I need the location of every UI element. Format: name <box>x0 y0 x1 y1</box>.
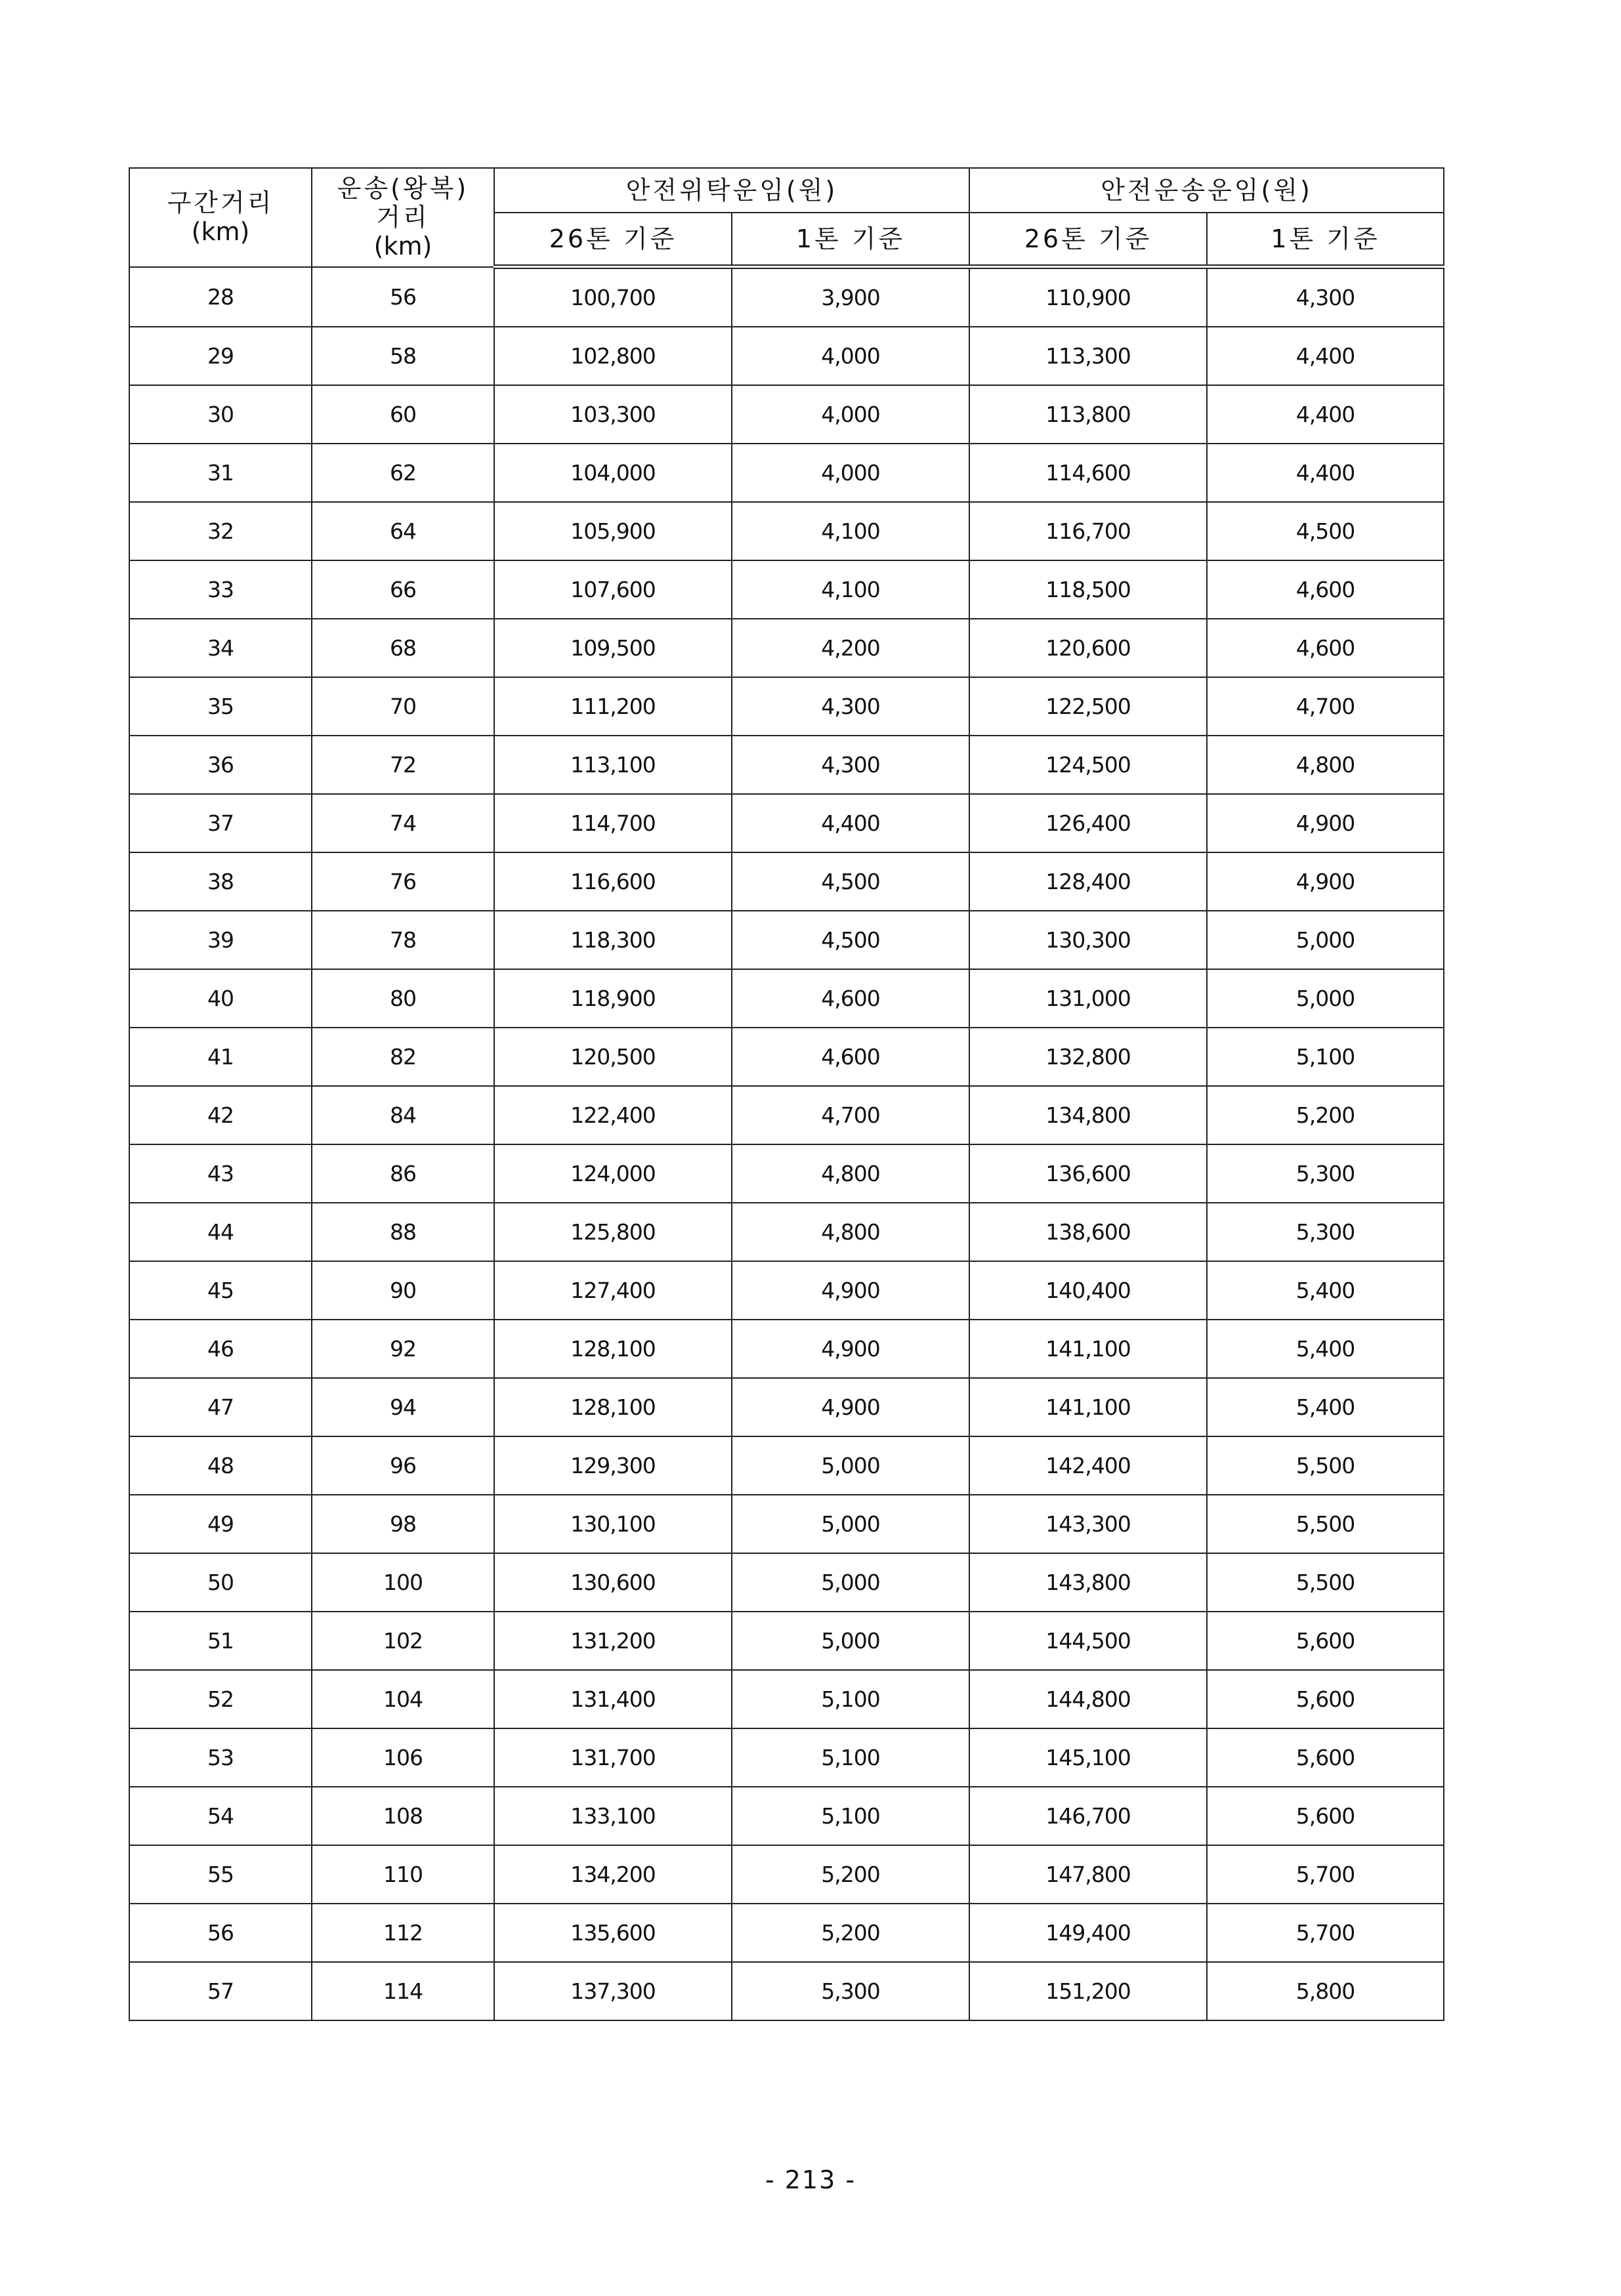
cell-transport-1t: 4,300 <box>1207 267 1444 327</box>
cell-transport-26t: 131,000 <box>969 969 1207 1028</box>
table-row <box>129 1728 1444 1787</box>
cell-section-distance: 33 <box>129 560 312 619</box>
table-row <box>129 1320 1444 1378</box>
cell-transport-26t: 141,100 <box>969 1378 1207 1436</box>
cell-transport-1t: 4,400 <box>1207 444 1444 502</box>
cell-consignment-26t: 128,100 <box>494 1378 732 1436</box>
cell-transport-1t: 5,700 <box>1207 1904 1444 1962</box>
cell-consignment-1t: 5,000 <box>732 1436 969 1495</box>
cell-section-distance: 38 <box>129 852 312 911</box>
cell-consignment-26t: 135,600 <box>494 1904 732 1962</box>
cell-consignment-26t: 127,400 <box>494 1261 732 1320</box>
cell-consignment-26t: 134,200 <box>494 1845 732 1904</box>
cell-consignment-1t: 4,200 <box>732 619 969 677</box>
table-row <box>129 1144 1444 1203</box>
table-row <box>129 1845 1444 1904</box>
cell-transport-1t: 5,400 <box>1207 1261 1444 1320</box>
cell-transport-26t: 149,400 <box>969 1904 1207 1962</box>
cell-consignment-1t: 4,900 <box>732 1261 969 1320</box>
cell-consignment-26t: 100,700 <box>494 267 732 327</box>
cell-consignment-1t: 4,800 <box>732 1144 969 1203</box>
cell-consignment-1t: 5,200 <box>732 1904 969 1962</box>
cell-transport-distance: 94 <box>312 1378 494 1436</box>
cell-transport-26t: 145,100 <box>969 1728 1207 1787</box>
cell-consignment-26t: 104,000 <box>494 444 732 502</box>
cell-transport-1t: 5,600 <box>1207 1612 1444 1670</box>
cell-transport-distance: 72 <box>312 736 494 794</box>
cell-consignment-1t: 4,300 <box>732 736 969 794</box>
table-row <box>129 1378 1444 1436</box>
header-transport-distance-unit: (km) <box>373 232 432 261</box>
cell-transport-1t: 5,600 <box>1207 1787 1444 1845</box>
cell-consignment-26t: 133,100 <box>494 1787 732 1845</box>
cell-transport-1t: 5,500 <box>1207 1553 1444 1612</box>
cell-consignment-26t: 107,600 <box>494 560 732 619</box>
cell-transport-distance: 56 <box>312 267 494 327</box>
page-number: - 213 - <box>765 2165 856 2194</box>
cell-section-distance: 39 <box>129 911 312 969</box>
cell-section-distance: 32 <box>129 502 312 560</box>
cell-transport-distance: 70 <box>312 677 494 736</box>
cell-consignment-1t: 4,700 <box>732 1086 969 1144</box>
cell-transport-1t: 5,000 <box>1207 969 1444 1028</box>
table-row <box>129 736 1444 794</box>
cell-transport-1t: 5,600 <box>1207 1728 1444 1787</box>
cell-transport-26t: 140,400 <box>969 1261 1207 1320</box>
cell-section-distance: 29 <box>129 327 312 385</box>
cell-transport-1t: 5,800 <box>1207 1962 1444 2020</box>
cell-transport-26t: 136,600 <box>969 1144 1207 1203</box>
table-body <box>129 267 1444 2021</box>
cell-transport-26t: 114,600 <box>969 444 1207 502</box>
cell-consignment-1t: 4,000 <box>732 327 969 385</box>
cell-section-distance: 51 <box>129 1612 312 1670</box>
cell-transport-1t: 5,600 <box>1207 1670 1444 1728</box>
cell-consignment-26t: 131,200 <box>494 1612 732 1670</box>
cell-transport-distance: 80 <box>312 969 494 1028</box>
cell-transport-1t: 5,300 <box>1207 1144 1444 1203</box>
cell-section-distance: 31 <box>129 444 312 502</box>
header-safe-transport-rate: 안전운송운임(원) <box>969 168 1444 213</box>
cell-section-distance: 37 <box>129 794 312 852</box>
cell-transport-26t: 144,800 <box>969 1670 1207 1728</box>
table-row <box>129 852 1444 911</box>
header-transport-1t: 1톤 기준 <box>1207 213 1444 267</box>
cell-consignment-1t: 4,900 <box>732 1320 969 1378</box>
cell-transport-distance: 108 <box>312 1787 494 1845</box>
cell-transport-26t: 144,500 <box>969 1612 1207 1670</box>
cell-consignment-26t: 130,600 <box>494 1553 732 1612</box>
cell-section-distance: 43 <box>129 1144 312 1203</box>
cell-section-distance: 30 <box>129 385 312 444</box>
cell-section-distance: 50 <box>129 1553 312 1612</box>
cell-consignment-1t: 5,000 <box>732 1612 969 1670</box>
table-row <box>129 1904 1444 1962</box>
cell-section-distance: 40 <box>129 969 312 1028</box>
cell-consignment-1t: 5,100 <box>732 1728 969 1787</box>
cell-transport-distance: 62 <box>312 444 494 502</box>
cell-transport-26t: 128,400 <box>969 852 1207 911</box>
cell-transport-distance: 110 <box>312 1845 494 1904</box>
cell-consignment-1t: 4,600 <box>732 1028 969 1086</box>
cell-transport-distance: 100 <box>312 1553 494 1612</box>
header-section-distance-label: 구간거리 <box>167 188 274 218</box>
cell-consignment-1t: 4,300 <box>732 677 969 736</box>
table-row <box>129 1787 1444 1845</box>
table-row <box>129 385 1444 444</box>
table-row <box>129 560 1444 619</box>
cell-transport-1t: 4,600 <box>1207 619 1444 677</box>
cell-transport-26t: 113,300 <box>969 327 1207 385</box>
cell-consignment-1t: 4,500 <box>732 911 969 969</box>
cell-consignment-1t: 4,500 <box>732 852 969 911</box>
cell-transport-1t: 4,700 <box>1207 677 1444 736</box>
cell-transport-distance: 86 <box>312 1144 494 1203</box>
cell-transport-26t: 124,500 <box>969 736 1207 794</box>
cell-transport-26t: 141,100 <box>969 1320 1207 1378</box>
cell-transport-26t: 116,700 <box>969 502 1207 560</box>
cell-transport-distance: 60 <box>312 385 494 444</box>
header-safe-consignment-rate: 안전위탁운임(원) <box>494 168 969 213</box>
header-transport-26t: 26톤 기준 <box>969 213 1207 267</box>
cell-transport-1t: 4,900 <box>1207 852 1444 911</box>
cell-transport-distance: 106 <box>312 1728 494 1787</box>
cell-transport-1t: 4,900 <box>1207 794 1444 852</box>
cell-consignment-1t: 5,000 <box>732 1553 969 1612</box>
table-row <box>129 969 1444 1028</box>
cell-section-distance: 45 <box>129 1261 312 1320</box>
cell-transport-26t: 113,800 <box>969 385 1207 444</box>
table-row <box>129 1612 1444 1670</box>
cell-transport-26t: 122,500 <box>969 677 1207 736</box>
table-row <box>129 677 1444 736</box>
cell-consignment-26t: 122,400 <box>494 1086 732 1144</box>
cell-transport-1t: 5,500 <box>1207 1495 1444 1553</box>
cell-transport-1t: 4,400 <box>1207 385 1444 444</box>
table-row <box>129 1495 1444 1553</box>
cell-consignment-26t: 116,600 <box>494 852 732 911</box>
cell-consignment-1t: 4,000 <box>732 385 969 444</box>
cell-consignment-26t: 125,800 <box>494 1203 732 1261</box>
cell-transport-1t: 4,600 <box>1207 560 1444 619</box>
cell-transport-distance: 64 <box>312 502 494 560</box>
cell-transport-1t: 5,700 <box>1207 1845 1444 1904</box>
table-row <box>129 1670 1444 1728</box>
cell-transport-distance: 58 <box>312 327 494 385</box>
table-row <box>129 1261 1444 1320</box>
cell-section-distance: 56 <box>129 1904 312 1962</box>
cell-transport-distance: 98 <box>312 1495 494 1553</box>
cell-consignment-1t: 5,300 <box>732 1962 969 2020</box>
cell-transport-26t: 110,900 <box>969 267 1207 327</box>
header-consignment-1t: 1톤 기준 <box>732 213 969 267</box>
cell-consignment-26t: 111,200 <box>494 677 732 736</box>
cell-consignment-1t: 3,900 <box>732 267 969 327</box>
freight-rate-table <box>129 167 1444 2021</box>
cell-consignment-26t: 103,300 <box>494 385 732 444</box>
table-row <box>129 794 1444 852</box>
cell-section-distance: 52 <box>129 1670 312 1728</box>
table-row <box>129 444 1444 502</box>
cell-consignment-1t: 4,100 <box>732 560 969 619</box>
cell-transport-1t: 5,000 <box>1207 911 1444 969</box>
cell-section-distance: 47 <box>129 1378 312 1436</box>
cell-transport-1t: 5,200 <box>1207 1086 1444 1144</box>
cell-consignment-1t: 4,100 <box>732 502 969 560</box>
cell-section-distance: 54 <box>129 1787 312 1845</box>
cell-consignment-26t: 137,300 <box>494 1962 732 2020</box>
cell-section-distance: 28 <box>129 267 312 327</box>
cell-consignment-26t: 102,800 <box>494 327 732 385</box>
cell-transport-distance: 96 <box>312 1436 494 1495</box>
header-consignment-26t: 26톤 기준 <box>494 213 732 267</box>
cell-consignment-26t: 120,500 <box>494 1028 732 1086</box>
cell-transport-26t: 147,800 <box>969 1845 1207 1904</box>
cell-transport-26t: 118,500 <box>969 560 1207 619</box>
cell-transport-26t: 138,600 <box>969 1203 1207 1261</box>
table-row <box>129 619 1444 677</box>
table-row <box>129 1436 1444 1495</box>
cell-consignment-26t: 118,300 <box>494 911 732 969</box>
cell-consignment-26t: 105,900 <box>494 502 732 560</box>
cell-consignment-1t: 4,800 <box>732 1203 969 1261</box>
cell-transport-1t: 5,400 <box>1207 1320 1444 1378</box>
cell-transport-26t: 120,600 <box>969 619 1207 677</box>
cell-transport-1t: 5,500 <box>1207 1436 1444 1495</box>
header-transport-distance-label: 운송(왕복) <box>337 174 469 203</box>
cell-transport-1t: 4,400 <box>1207 327 1444 385</box>
cell-transport-1t: 5,400 <box>1207 1378 1444 1436</box>
header-section-distance-unit: (km) <box>191 217 250 247</box>
cell-transport-26t: 134,800 <box>969 1086 1207 1144</box>
cell-transport-distance: 104 <box>312 1670 494 1728</box>
cell-section-distance: 57 <box>129 1962 312 2020</box>
cell-transport-distance: 74 <box>312 794 494 852</box>
cell-transport-26t: 132,800 <box>969 1028 1207 1086</box>
cell-section-distance: 49 <box>129 1495 312 1553</box>
cell-consignment-26t: 128,100 <box>494 1320 732 1378</box>
cell-transport-1t: 5,300 <box>1207 1203 1444 1261</box>
cell-consignment-26t: 114,700 <box>494 794 732 852</box>
cell-transport-distance: 82 <box>312 1028 494 1086</box>
cell-consignment-1t: 5,100 <box>732 1670 969 1728</box>
cell-consignment-1t: 5,100 <box>732 1787 969 1845</box>
cell-consignment-1t: 5,000 <box>732 1495 969 1553</box>
cell-transport-26t: 142,400 <box>969 1436 1207 1495</box>
cell-consignment-26t: 131,400 <box>494 1670 732 1728</box>
cell-transport-26t: 143,800 <box>969 1553 1207 1612</box>
cell-transport-distance: 90 <box>312 1261 494 1320</box>
cell-transport-distance: 112 <box>312 1904 494 1962</box>
cell-transport-distance: 68 <box>312 619 494 677</box>
cell-transport-distance: 84 <box>312 1086 494 1144</box>
cell-consignment-26t: 113,100 <box>494 736 732 794</box>
cell-consignment-1t: 4,000 <box>732 444 969 502</box>
cell-section-distance: 36 <box>129 736 312 794</box>
table-row <box>129 267 1444 327</box>
cell-consignment-26t: 130,100 <box>494 1495 732 1553</box>
cell-consignment-1t: 5,200 <box>732 1845 969 1904</box>
table-row <box>129 1962 1444 2020</box>
cell-transport-1t: 4,500 <box>1207 502 1444 560</box>
cell-section-distance: 46 <box>129 1320 312 1378</box>
cell-transport-distance: 76 <box>312 852 494 911</box>
cell-section-distance: 53 <box>129 1728 312 1787</box>
cell-section-distance: 55 <box>129 1845 312 1904</box>
cell-consignment-1t: 4,900 <box>732 1378 969 1436</box>
cell-section-distance: 44 <box>129 1203 312 1261</box>
cell-section-distance: 35 <box>129 677 312 736</box>
cell-transport-distance: 114 <box>312 1962 494 2020</box>
cell-transport-1t: 4,800 <box>1207 736 1444 794</box>
cell-consignment-26t: 124,000 <box>494 1144 732 1203</box>
cell-transport-distance: 66 <box>312 560 494 619</box>
header-transport-distance <box>312 168 494 267</box>
cell-consignment-26t: 129,300 <box>494 1436 732 1495</box>
cell-consignment-26t: 131,700 <box>494 1728 732 1787</box>
cell-consignment-26t: 118,900 <box>494 969 732 1028</box>
cell-transport-26t: 146,700 <box>969 1787 1207 1845</box>
table-row <box>129 1553 1444 1612</box>
cell-section-distance: 41 <box>129 1028 312 1086</box>
cell-section-distance: 34 <box>129 619 312 677</box>
cell-transport-26t: 126,400 <box>969 794 1207 852</box>
cell-section-distance: 42 <box>129 1086 312 1144</box>
cell-transport-26t: 143,300 <box>969 1495 1207 1553</box>
cell-transport-distance: 88 <box>312 1203 494 1261</box>
cell-transport-26t: 130,300 <box>969 911 1207 969</box>
cell-consignment-1t: 4,600 <box>732 969 969 1028</box>
cell-transport-distance: 102 <box>312 1612 494 1670</box>
cell-transport-26t: 151,200 <box>969 1962 1207 2020</box>
table-row <box>129 1203 1444 1261</box>
header-section-distance <box>129 168 312 267</box>
table-header <box>129 168 1444 267</box>
table-row <box>129 1028 1444 1086</box>
cell-transport-distance: 92 <box>312 1320 494 1378</box>
table-row <box>129 502 1444 560</box>
table-row <box>129 1086 1444 1144</box>
cell-consignment-1t: 4,400 <box>732 794 969 852</box>
header-transport-distance-label-2: 거리 <box>376 203 430 232</box>
cell-transport-1t: 5,100 <box>1207 1028 1444 1086</box>
cell-transport-distance: 78 <box>312 911 494 969</box>
cell-section-distance: 48 <box>129 1436 312 1495</box>
table-row <box>129 911 1444 969</box>
table-row <box>129 327 1444 385</box>
cell-consignment-26t: 109,500 <box>494 619 732 677</box>
